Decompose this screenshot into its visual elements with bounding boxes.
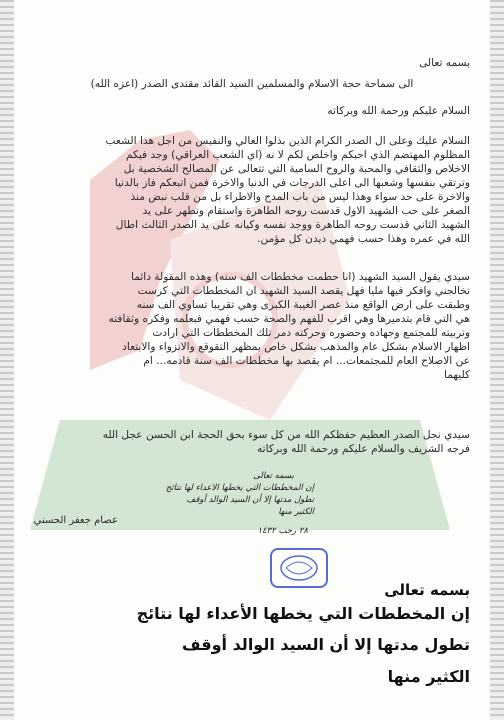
paragraph-2-line-5: وتربيته للمجتمع وجهاده وحضوره وحركته دمر تلك المخططات التي ارادت xyxy=(152,327,470,339)
handwritten-line-3: الكثير منها xyxy=(278,507,314,517)
paragraph-2-line-7: عن الاصلاح العام للمجتمعات... ام يقصد بها مخططات الف سنة قادمه... ام xyxy=(143,355,470,367)
right-page-border xyxy=(490,0,504,720)
handwritten-heading: بسمه تعالى xyxy=(253,471,294,481)
paragraph-1-line-2: المظلوم المهتضم الذي احبكم واخلص لكم لا نه (اي الشعب العراقي) وجد فيكم xyxy=(125,149,470,161)
handwritten-line-1: إن المخططات التي يخطها الاعداء لها نتائج xyxy=(165,483,314,493)
paragraph-1-line-3: الاخلاص والثقافي والمحبة والروح السامية التي تتعالى عن المصالح الشخصية بل xyxy=(123,163,470,175)
paragraph-1-line-5: والاخرة على حد سواء وهذا ليس من باب المدح والاطراء بل من قلب نبض منذ xyxy=(130,191,470,203)
signatory-name: عصام جعفر الحسني xyxy=(33,515,118,526)
paragraph-1-line-6: الصغر على حب الشهيد الاول قدست روحه الطاهرة واستقام وتطهر على يد xyxy=(142,205,470,217)
paragraph-2-line-4: هي التي قام بتدميرها وهي اقرب للفهم والصحة حسب فهمي فبعلمه وفكره وثقافته xyxy=(108,313,470,325)
caption-line-2: تطول مدتها إلا أن السيد الوالد أوقف xyxy=(182,635,470,654)
paragraph-2-line-3: وطبقت على ارض الواقع منذ عصر الغيبة الكبرى وهي تقريبا تساوي الف سنه xyxy=(136,299,470,311)
opening-basmala: بسمه تعالى xyxy=(419,57,470,69)
paragraph-2-line-2: تخالجني وافكر فيها مليا فهل يقصد السيد الشهيد ان المخططات التي كرست xyxy=(137,285,470,297)
caption-title: بسمه تعالى xyxy=(384,581,470,599)
paragraph-2-line-8: كليهما xyxy=(444,369,470,381)
official-stamp-icon xyxy=(270,548,328,588)
paragraph-1-line-7: الشهيد الثاني قدست روحه الطاهرة ووجد نفسه وكيانه على يد الصدر الثالث اطال xyxy=(115,219,470,231)
addressee-line: الى سماحة حجة الاسلام والمسلمين السيد القائد مقتدى الصدر (اعزه الله) xyxy=(90,78,414,90)
handwritten-date: ٢٨ رجب ١٤٣٢ xyxy=(257,526,308,536)
closing-line-2: فرجه الشريف والسلام عليكم ورحمة الله وبركاته xyxy=(256,443,470,455)
paragraph-2-line-1: سيدي يقول السيد الشهيد (انا حطمت مخططات الف سنه) وهذه المقولة دائما xyxy=(130,271,470,283)
paragraph-1-line-4: وترتقي بنفسها وشعبها الى اعلى الدرجات في الدنيا والاخرة فمن اتبعكم فاز بالدنيا xyxy=(114,177,470,189)
caption-line-1: إن المخططات التي يخطها الأعداء لها نتائج xyxy=(136,604,470,623)
greeting-line: السلام عليكم ورحمة الله وبركاته xyxy=(327,105,470,117)
caption-line-3: الكثير منها xyxy=(387,667,470,686)
paragraph-1-line-1: السلام عليك وعلى ال الصدر الكرام الذين بذلوا الغالي والنفيس من اجل هذا الشعب xyxy=(105,135,470,147)
paragraph-1-line-8: الله في عمره وهذا حسب فهمي ديدن كل مؤمن. xyxy=(257,233,470,245)
paragraph-2-line-6: اظهار الاسلام بشكل عام والمذهب بشكل خاص بمظهر التقوقع والانزواء والابتعاد xyxy=(122,341,470,353)
left-page-border xyxy=(0,0,14,720)
handwritten-line-2: تطول مدتها إلا أن السيد الوالد أوقف xyxy=(186,495,314,505)
closing-line-1: سيدي نجل الصدر العظيم حفظكم الله من كل سوء بحق الحجة ابن الحسن عجل الله xyxy=(102,429,470,441)
